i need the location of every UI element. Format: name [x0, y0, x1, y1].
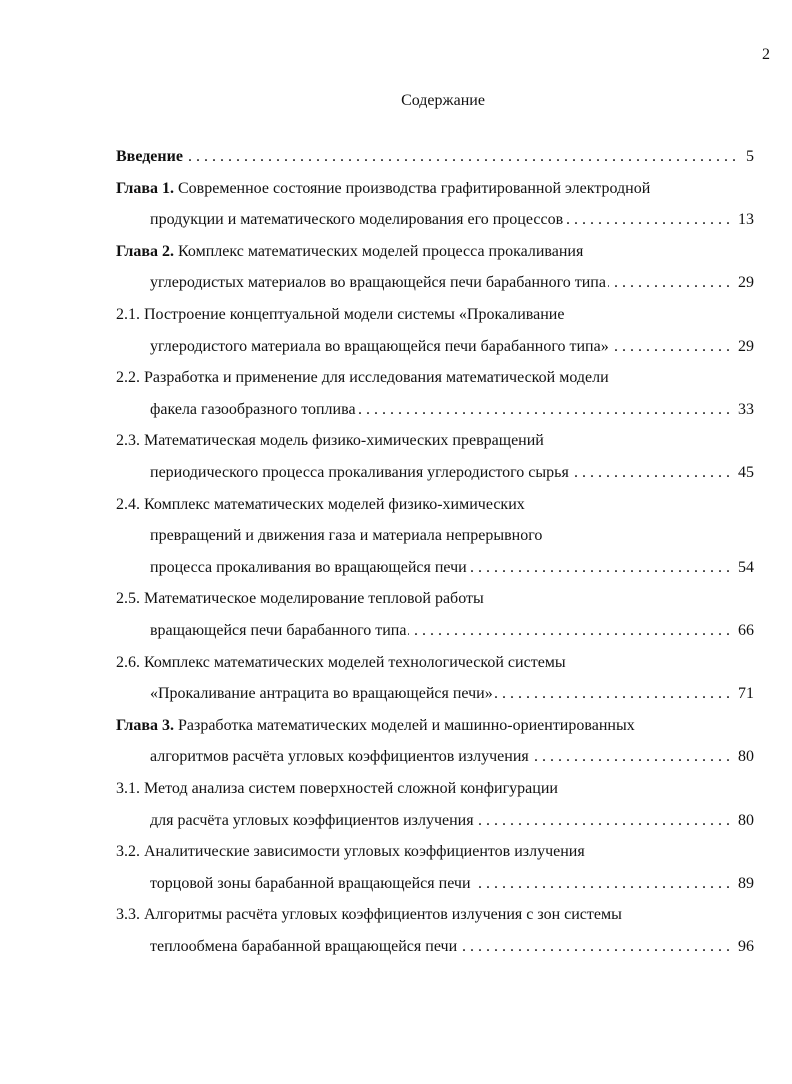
toc-entry-title: торцовой зоны барабанной вращающейся печи — [150, 875, 471, 892]
toc-entry-title: продукции и математического моделирования его процессов — [150, 211, 564, 228]
toc-entry-title: «Прокаливание антрацита во вращающейся печи» — [150, 685, 493, 702]
toc-entry-text — [116, 654, 568, 671]
toc-entry-title: 2.2. Разработка и применение для исследования математической модели — [116, 369, 609, 386]
toc-line — [116, 304, 754, 326]
toc-page-number: 54 — [732, 557, 754, 579]
toc-entry-title: 3.3. Алгоритмы расчёта угловых коэффициентов излучения с зон системы — [116, 906, 622, 923]
toc-line — [116, 494, 754, 516]
toc-entry-text — [150, 527, 544, 544]
toc-line — [116, 715, 754, 737]
toc-entry-text — [150, 622, 408, 639]
toc-page-number: 45 — [732, 462, 754, 484]
toc-entry-text — [150, 401, 358, 418]
toc-chapter-label: Глава 1. — [116, 180, 174, 197]
toc-line — [150, 620, 754, 642]
toc-entry-title: углеродистых материалов во вращающейся печи барабанного типа — [150, 274, 606, 291]
toc-entry-text — [150, 464, 571, 481]
toc-line — [116, 241, 754, 263]
toc-line — [150, 399, 754, 421]
toc-chapter-label: Введение — [116, 148, 183, 165]
toc-entry-title: для расчёта угловых коэффициентов излучения — [150, 812, 474, 829]
toc-chapter-label: Глава 3. — [116, 717, 174, 734]
toc-entry-title: Современное состояние производства графитированной электродной — [174, 180, 651, 197]
toc-line — [116, 367, 754, 389]
toc-entry-title: периодического процесса прокаливания углеродистого сырья — [150, 464, 569, 481]
toc-entry-title: процесса прокаливания во вращающейся печи — [150, 559, 467, 576]
toc-chapter-label: Глава 2. — [116, 243, 174, 260]
toc-entry-text — [116, 369, 611, 386]
toc-page-number: 13 — [732, 209, 754, 231]
toc-page-number: 80 — [732, 746, 754, 768]
toc-line — [150, 557, 754, 579]
toc-entry-title: 2.5. Математическое моделирование тепловой работы — [116, 590, 484, 607]
page-title: Содержание — [401, 92, 485, 109]
toc-line — [116, 778, 754, 800]
toc-entry-text — [116, 306, 566, 323]
toc-line — [150, 462, 754, 484]
toc-page-number: 96 — [732, 936, 754, 958]
toc-entry-text — [116, 180, 652, 197]
toc-entry-text — [150, 211, 565, 228]
toc-page-number: 66 — [732, 620, 754, 642]
toc-line — [150, 336, 754, 358]
toc-entry-title: углеродистого материала во вращающейся печи барабанного типа» — [150, 338, 609, 355]
toc-line — [116, 178, 754, 200]
toc-entry-text — [150, 685, 495, 702]
toc-line — [150, 936, 754, 958]
toc-line — [150, 873, 754, 895]
toc-entry-title: алгоритмов расчёта угловых коэффициентов излучения — [150, 748, 529, 765]
toc-entry-text — [150, 748, 531, 765]
toc-line — [150, 810, 754, 832]
toc-entry-text — [116, 590, 486, 607]
toc-line — [116, 430, 754, 452]
toc-entry-text — [116, 148, 185, 165]
toc-entry-text — [116, 496, 527, 513]
toc-page-number: 33 — [732, 399, 754, 421]
toc-line — [116, 652, 754, 674]
toc-entry-title: превращений и движения газа и материала непрерывного — [150, 527, 543, 544]
toc-page-number: 80 — [732, 810, 754, 832]
toc-entry-title: 2.3. Математическая модель физико-химических превращений — [116, 432, 544, 449]
toc-line — [116, 904, 754, 926]
toc-line — [150, 683, 754, 705]
toc-entry-text — [116, 243, 585, 260]
toc-entry-text — [116, 906, 624, 923]
toc-entry-title: вращающейся печи барабанного типа — [150, 622, 407, 639]
toc-entry-title: Комплекс математических моделей процесса прокаливания — [174, 243, 584, 260]
toc-entry-title: Разработка математических моделей и машинно-ориентированных — [174, 717, 635, 734]
toc-page-number: 89 — [732, 873, 754, 895]
toc-line — [116, 841, 754, 863]
toc-page-number: 29 — [732, 272, 754, 294]
toc-entry-title: факела газообразного топлива — [150, 401, 356, 418]
toc-entry-text — [150, 274, 608, 291]
toc-entry-title: теплообмена барабанной вращающейся печи — [150, 938, 458, 955]
toc-line — [150, 525, 754, 547]
toc-entry-text — [116, 432, 546, 449]
toc-page-number: 29 — [732, 336, 754, 358]
toc-entry-title: 2.1. Построение концептуальной модели системы «Прокаливание — [116, 306, 565, 323]
toc-line — [150, 209, 754, 231]
toc-entry-text — [116, 780, 560, 797]
toc-line — [150, 272, 754, 294]
toc-entry-text — [150, 812, 476, 829]
toc-page-number: 5 — [740, 146, 754, 168]
toc-entry-text — [150, 875, 473, 892]
toc-entry-title: 2.4. Комплекс математических моделей физико-химических — [116, 496, 525, 513]
toc-entry-text — [150, 559, 469, 576]
page-number: 2 — [762, 46, 770, 63]
toc-entry-text — [150, 938, 459, 955]
toc-entry-text — [116, 843, 587, 860]
toc-entry-title: 2.6. Комплекс математических моделей технологической системы — [116, 654, 566, 671]
toc-entry-title: 3.1. Метод анализа систем поверхностей сложной конфигурации — [116, 780, 558, 797]
toc-entry-text — [116, 717, 637, 734]
toc-page-number: 71 — [732, 683, 754, 705]
toc-entry-title: 3.2. Аналитические зависимости угловых коэффициентов излучения — [116, 843, 585, 860]
toc-entry-text — [150, 338, 611, 355]
toc-line — [116, 146, 754, 168]
toc-line — [150, 746, 754, 768]
toc-line — [116, 588, 754, 610]
